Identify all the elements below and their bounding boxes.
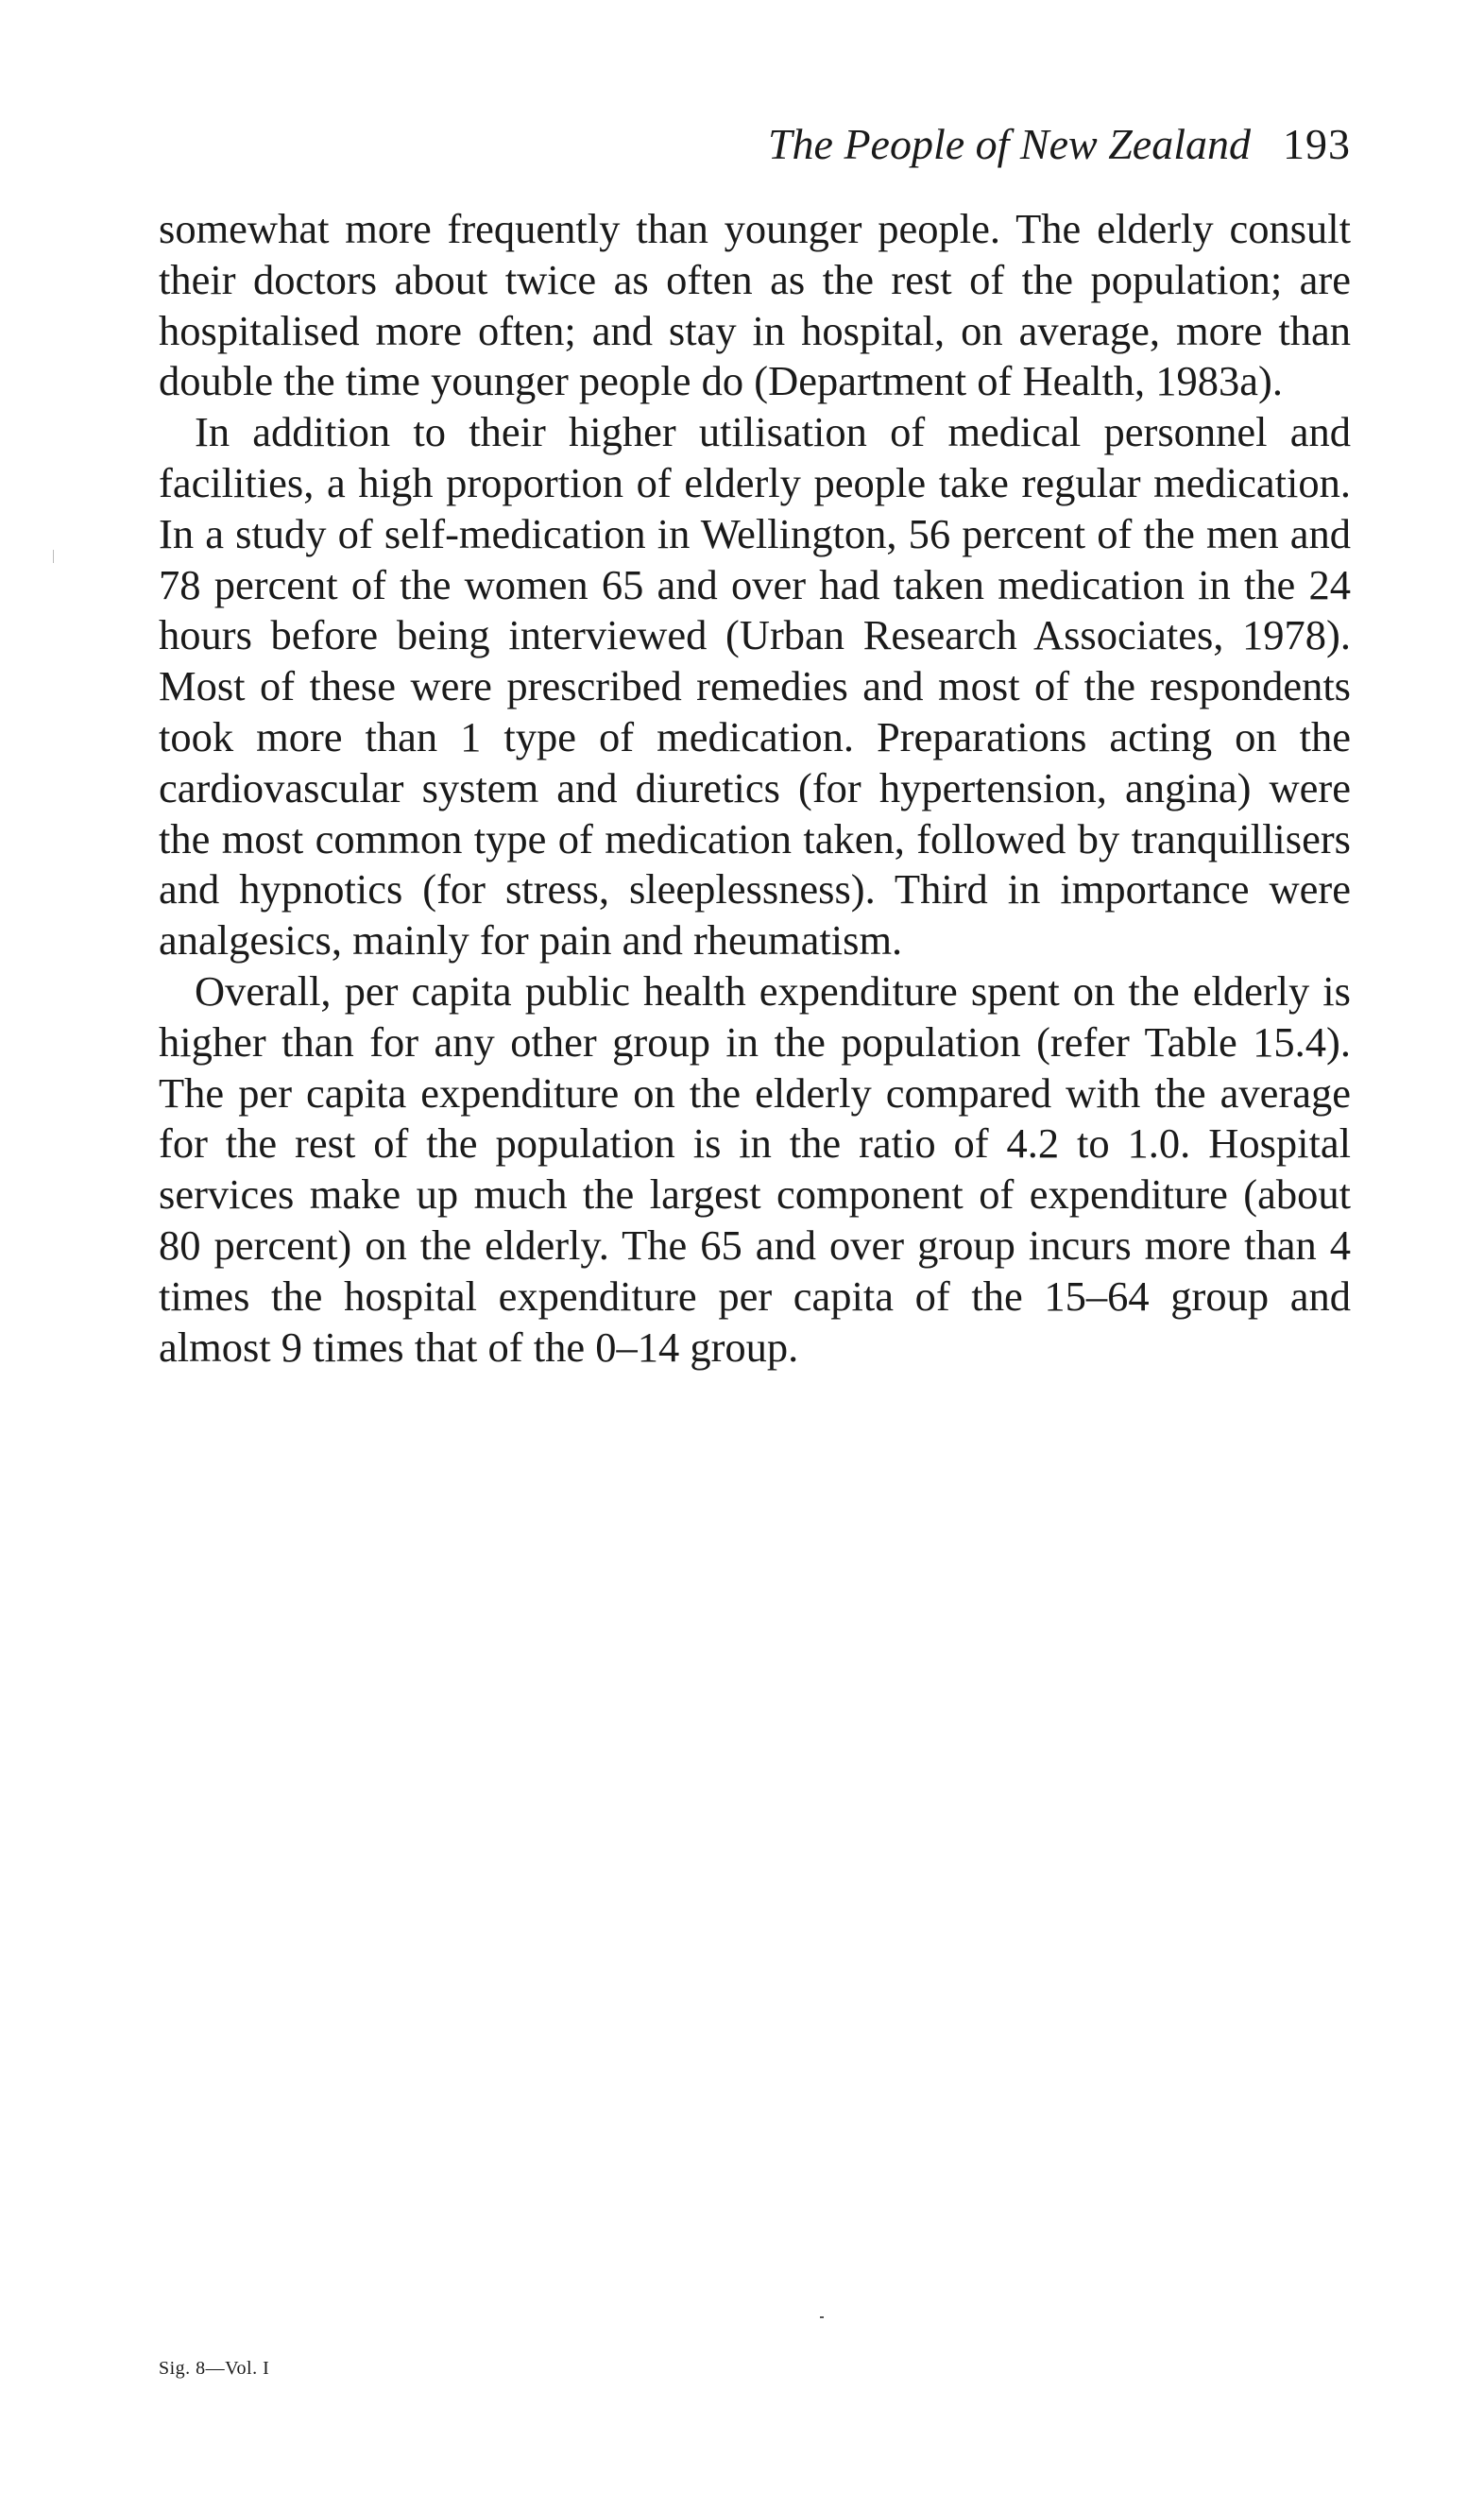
body-text (159, 204, 1351, 1373)
running-head (159, 119, 1351, 176)
scan-mark (53, 550, 54, 563)
scan-speck (820, 2316, 824, 2318)
printer-signature: Sig. 8—Vol. I (159, 2358, 270, 2379)
paragraph-continued: somewhat more frequently than younger people. The elderly consult their doctors about twice as often as the rest of the population; are hospitalised more often; and stay in hospital, on average, more than double the time younger people do (Department of Health, 1983a). (159, 205, 1351, 405)
paragraph-expenditure: Overall, per capita public health expenditure spent on the elderly is higher than for any other group in the population (refer Table 15.4). The per capita expenditure on the elderly compared with the average for the rest of the population is in the ratio of 4.2 to 1.0. Hospital services make up much the largest component of expenditure (about 80 percent) on the elderly. The 65 and over group incurs more than 4 times the hospital expenditure per capita of the 15–64 group and almost 9 times that of the 0–14 group. (159, 966, 1351, 1371)
running-title: The People of New Zealand (767, 120, 1251, 168)
page-number: 193 (1283, 120, 1351, 168)
paragraph-medication: In addition to their higher utilisation of medical personnel and facilities, a high proportion of elderly people take regular medication. In a study of self-medication in Wellington, 56 percent of the men and 78 percent of the women 65 and over had taken medication in the 24 hours before being interviewed (Urban Research Associates, 1978). Most of these were prescribed remedies and most of the respondents took more than 1 type of medication. Preparations acting on the cardiovascular system and diuretics (for hypertension, angina) were the most common type of medication taken, followed by tranquillisers and hypnotics (for stress, sleeplessness). Third in importance were analgesics, mainly for pain and rheumatism. (159, 408, 1351, 965)
